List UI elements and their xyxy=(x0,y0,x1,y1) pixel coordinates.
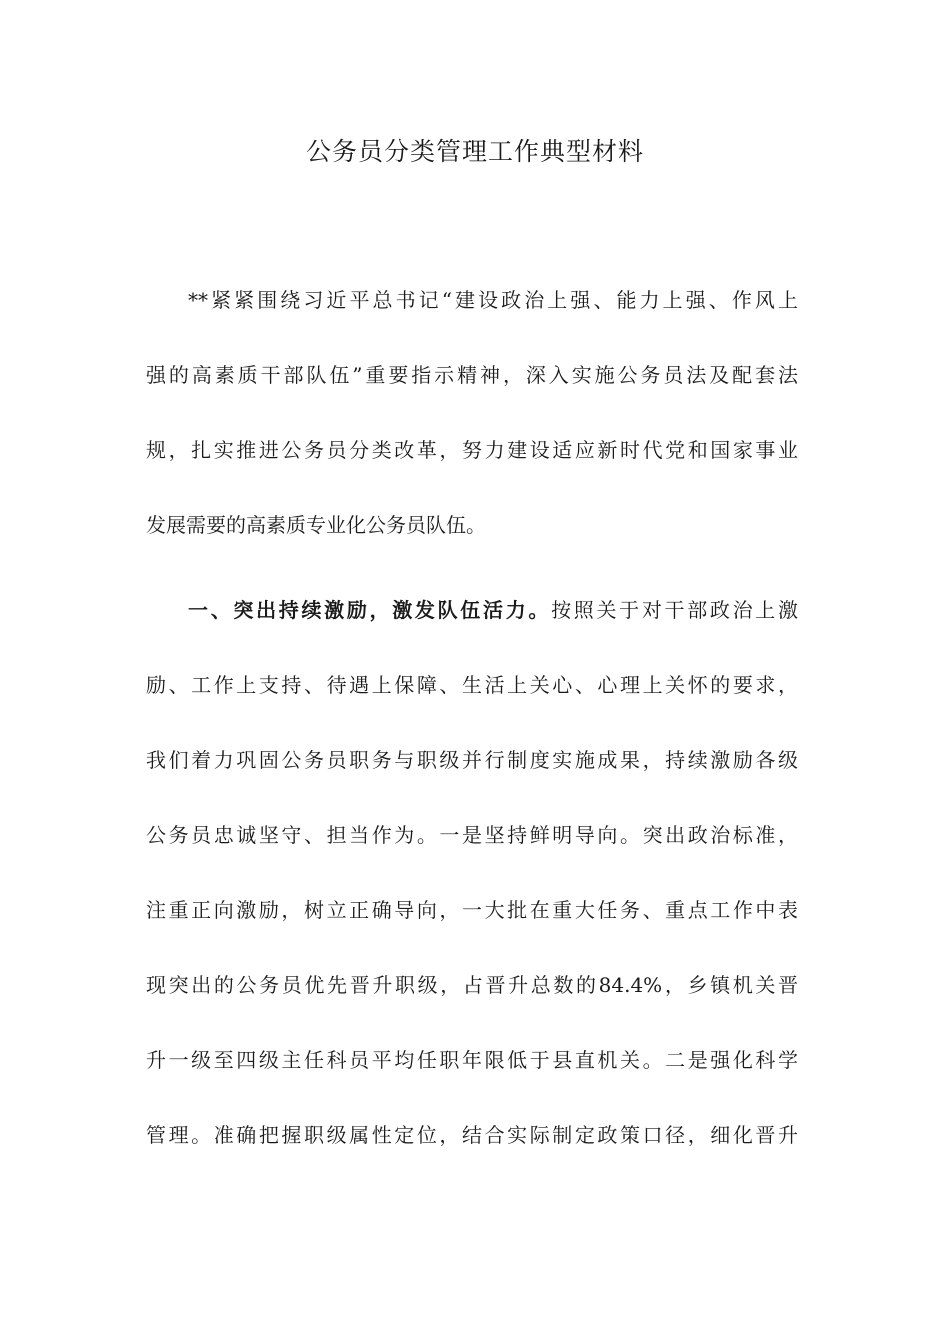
paragraph-line: 强的高素质干部队伍”重要指示精神，深入实施公务员法及配套法 xyxy=(146,363,798,387)
paragraph-line: 管理。准确把握职级属性定位，结合实际制定政策口径，细化晋升 xyxy=(146,1123,798,1147)
section-heading: 一、突出持续激励，激发队伍活力。 xyxy=(188,598,552,622)
paragraph-text: 按照关于对干部政治上激 xyxy=(551,598,798,622)
paragraph-line: 发展需要的高素质专业化公务员队伍。 xyxy=(146,513,486,537)
paragraph-first-line xyxy=(146,590,798,630)
paragraph-line: 现突出的公务员优先晋升职级，占晋升总数的84.4%，乡镇机关晋 xyxy=(146,973,798,997)
paragraph-line: 我们着力巩固公务员职务与职级并行制度实施成果，持续激励各级 xyxy=(146,748,798,772)
document-title: 公务员分类管理工作典型材料 xyxy=(305,137,644,166)
paragraph-line: 励、工作上支持、待遇上保障、生活上关心、心理上关怀的要求， xyxy=(146,673,798,697)
paragraph-line: 公务员忠诚坚守、担当作为。一是坚持鲜明导向。突出政治标准， xyxy=(146,823,798,847)
paragraph-line: 注重正向激励，树立正确导向，一大批在重大任务、重点工作中表 xyxy=(146,898,798,922)
paragraph-line: **紧紧围绕习近平总书记“建设政治上强、能力上强、作风上 xyxy=(188,288,798,312)
paragraph-line: 升一级至四级主任科员平均任职年限低于县直机关。二是强化科学 xyxy=(146,1048,798,1072)
paragraph-line: 规，扎实推进公务员分类改革，努力建设适应新时代党和国家事业 xyxy=(146,438,798,462)
